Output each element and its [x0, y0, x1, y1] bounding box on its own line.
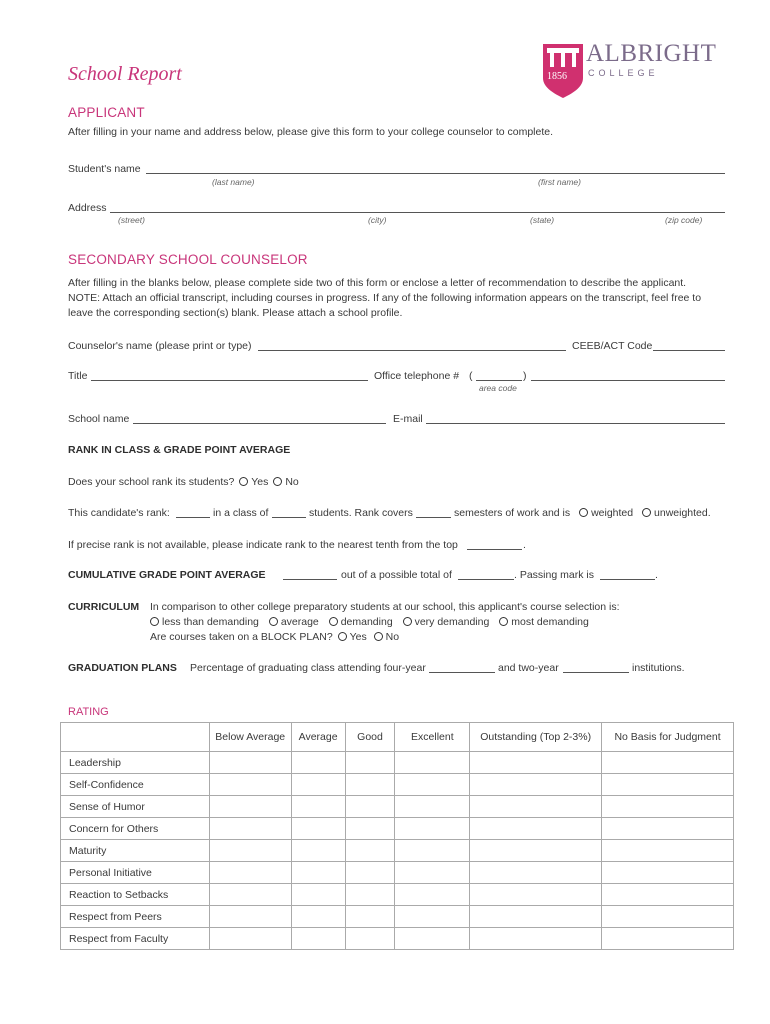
rating-row — [61, 884, 734, 906]
rating-column-header: Below Average — [209, 723, 291, 752]
rank-question-text: Does your school rank its students? — [68, 476, 235, 488]
rating-cell[interactable] — [209, 796, 291, 818]
rating-cell[interactable] — [470, 928, 602, 950]
rating-row-label: Respect from Peers — [61, 906, 210, 928]
rating-cell[interactable] — [602, 840, 734, 862]
first-name-hint: (first name) — [538, 177, 581, 187]
rating-cell[interactable] — [470, 884, 602, 906]
counselor-intro-line-2: NOTE: Attach an official transcript, including courses in progress. If any of the following information appears on the transcript, feel free to — [68, 292, 702, 304]
unweighted-label: unweighted. — [654, 507, 711, 519]
rating-cell[interactable] — [345, 906, 395, 928]
zip-hint: (zip code) — [665, 215, 703, 225]
logo-wordmark: ALBRIGHT — [586, 40, 717, 67]
precise-rank-field[interactable] — [467, 549, 522, 550]
rating-column-header: Outstanding (Top 2-3%) — [470, 723, 602, 752]
very-demanding-radio[interactable] — [403, 617, 412, 626]
rating-row — [61, 840, 734, 862]
curriculum-options — [148, 616, 589, 628]
rating-cell[interactable] — [395, 796, 470, 818]
rating-cell[interactable] — [345, 840, 395, 862]
rating-cell[interactable] — [345, 752, 395, 774]
average-radio[interactable] — [269, 617, 278, 626]
rating-cell[interactable] — [470, 906, 602, 928]
area-code-hint: area code — [479, 383, 517, 393]
rating-row — [61, 774, 734, 796]
demanding-label: demanding — [340, 616, 393, 628]
curriculum-text: In comparison to other college preparatory students at our school, this applicant's course selection is: — [150, 601, 620, 613]
rating-cell[interactable] — [602, 774, 734, 796]
average-label: average — [280, 616, 319, 628]
rank-no-radio[interactable] — [273, 477, 282, 486]
rating-column-header: Average — [291, 723, 345, 752]
passing-mark-label: . Passing mark is — [514, 569, 594, 581]
counselor-heading: SECONDARY SCHOOL COUNSELOR — [68, 252, 308, 267]
rating-cell[interactable] — [395, 862, 470, 884]
rating-cell[interactable] — [209, 862, 291, 884]
rating-cell[interactable] — [345, 928, 395, 950]
most-demanding-label: most demanding — [511, 616, 589, 628]
candidate-rank-label: This candidate's rank: — [68, 507, 170, 519]
institutions-label: institutions. — [632, 662, 685, 674]
email-label: E-mail — [393, 413, 423, 425]
rating-row-label: Self-Confidence — [61, 774, 210, 796]
four-year-field[interactable] — [429, 672, 495, 673]
students-name-field[interactable] — [146, 173, 725, 174]
counselor-name-field[interactable] — [258, 350, 566, 351]
rating-row — [61, 818, 734, 840]
weighted-label: weighted — [591, 507, 634, 519]
semesters-field[interactable] — [416, 517, 451, 518]
precise-rank-label: If precise rank is not available, please indicate rank to the nearest tenth from the top — [68, 539, 458, 551]
rating-corner-cell — [61, 723, 210, 752]
rating-cell[interactable] — [291, 752, 345, 774]
title-label: Title — [68, 370, 88, 382]
ceeb-field[interactable] — [653, 350, 725, 351]
email-field[interactable] — [426, 423, 725, 424]
unweighted-radio[interactable] — [642, 508, 651, 517]
rating-header-row — [61, 723, 734, 752]
rating-row-label: Leadership — [61, 752, 210, 774]
rating-cell[interactable] — [209, 906, 291, 928]
rating-cell[interactable] — [209, 774, 291, 796]
block-plan-no-label: No — [385, 631, 400, 643]
students-name-label: Student's name — [68, 163, 141, 175]
rating-row — [61, 796, 734, 818]
less-than-demanding-radio[interactable] — [150, 617, 159, 626]
counselor-intro — [68, 276, 728, 321]
phone-open-paren: ( — [469, 370, 473, 382]
very-demanding-label: very demanding — [414, 616, 490, 628]
rating-cell[interactable] — [470, 840, 602, 862]
rating-cell[interactable] — [470, 796, 602, 818]
rating-row — [61, 862, 734, 884]
rating-cell[interactable] — [345, 818, 395, 840]
rank-heading: RANK IN CLASS & GRADE POINT AVERAGE — [68, 444, 291, 456]
rating-cell[interactable] — [345, 774, 395, 796]
rating-cell[interactable] — [291, 840, 345, 862]
rating-row-label: Personal Initiative — [61, 862, 210, 884]
rating-cell[interactable] — [602, 818, 734, 840]
rating-heading: RATING — [68, 706, 109, 718]
rating-column-header: No Basis for Judgment — [602, 723, 734, 752]
rating-row-label: Respect from Faculty — [61, 928, 210, 950]
last-name-hint: (last name) — [212, 177, 255, 187]
city-hint: (city) — [368, 215, 387, 225]
rating-cell[interactable] — [291, 906, 345, 928]
block-plan-yes-label: Yes — [349, 631, 367, 643]
two-year-label: and two-year — [498, 662, 559, 674]
rating-cell[interactable] — [209, 752, 291, 774]
class-size-field[interactable] — [272, 517, 306, 518]
block-plan-row — [150, 631, 399, 643]
rank-covers-label: students. Rank covers — [309, 507, 413, 519]
two-year-field[interactable] — [563, 672, 629, 673]
rating-cell[interactable] — [602, 884, 734, 906]
demanding-radio[interactable] — [329, 617, 338, 626]
graduation-text: Percentage of graduating class attending four-year — [190, 662, 426, 674]
rating-column-header: Excellent — [395, 723, 470, 752]
rating-cell[interactable] — [602, 752, 734, 774]
candidate-rank-field[interactable] — [176, 517, 210, 518]
rating-cell[interactable] — [291, 862, 345, 884]
rating-table — [60, 722, 734, 950]
gpa-heading: CUMULATIVE GRADE POINT AVERAGE — [68, 569, 266, 581]
logo-year: 1856 — [547, 71, 567, 82]
rating-cell[interactable] — [602, 906, 734, 928]
office-phone-label: Office telephone # — [374, 370, 460, 382]
phone-number-field[interactable] — [531, 380, 725, 381]
rank-question — [68, 476, 299, 488]
page-title: School Report — [68, 63, 182, 85]
ceeb-label: CEEB/ACT Code — [572, 340, 653, 352]
rating-cell[interactable] — [470, 774, 602, 796]
less-than-demanding-label: less than demanding — [162, 616, 259, 628]
rating-cell[interactable] — [395, 840, 470, 862]
rating-cell[interactable] — [395, 818, 470, 840]
passing-mark-period: . — [655, 569, 658, 581]
rating-cell[interactable] — [209, 928, 291, 950]
rating-cell[interactable] — [470, 862, 602, 884]
precise-rank-period: . — [523, 539, 526, 551]
passing-mark-field[interactable] — [600, 579, 655, 580]
rank-yes-radio[interactable] — [239, 477, 248, 486]
rating-row — [61, 928, 734, 950]
rating-cell[interactable] — [395, 928, 470, 950]
rating-cell[interactable] — [602, 796, 734, 818]
rating-cell[interactable] — [470, 818, 602, 840]
rating-cell[interactable] — [470, 752, 602, 774]
rating-row-label: Sense of Humor — [61, 796, 210, 818]
block-plan-question: Are courses taken on a BLOCK PLAN? — [150, 631, 333, 643]
rating-cell[interactable] — [291, 818, 345, 840]
street-hint: (street) — [118, 215, 145, 225]
address-label: Address — [68, 202, 107, 214]
counselor-intro-line-1: After filling in the blanks below, please complete side two of this form or enclose a letter of recommendation to describe the applicant. — [68, 277, 687, 289]
most-demanding-radio[interactable] — [499, 617, 508, 626]
rating-cell[interactable] — [345, 884, 395, 906]
rating-cell[interactable] — [395, 774, 470, 796]
rating-cell[interactable] — [395, 752, 470, 774]
semesters-text: semesters of work and is — [454, 507, 571, 519]
rating-cell[interactable] — [395, 884, 470, 906]
counselor-name-label: Counselor's name (please print or type) — [68, 340, 252, 352]
rating-row — [61, 752, 734, 774]
rating-cell[interactable] — [345, 862, 395, 884]
graduation-heading: GRADUATION PLANS — [68, 662, 177, 674]
curriculum-heading: CURRICULUM — [68, 601, 140, 613]
weighted-radio[interactable] — [579, 508, 588, 517]
semesters-label — [454, 507, 711, 519]
rating-cell[interactable] — [209, 818, 291, 840]
block-plan-yes-radio[interactable] — [338, 632, 347, 641]
gpa-out-of-label: out of a possible total of — [341, 569, 452, 581]
phone-close-paren: ) — [523, 370, 527, 382]
rating-column-header: Good — [345, 723, 395, 752]
rating-cell[interactable] — [395, 906, 470, 928]
rating-cell[interactable] — [291, 928, 345, 950]
rating-cell[interactable] — [291, 774, 345, 796]
title-field[interactable] — [91, 380, 368, 381]
rating-cell[interactable] — [291, 884, 345, 906]
school-name-field[interactable] — [133, 423, 386, 424]
applicant-intro: After filling in your name and address below, please give this form to your college counselor to complete. — [68, 126, 554, 138]
address-field[interactable] — [110, 212, 725, 213]
rating-row-label: Reaction to Setbacks — [61, 884, 210, 906]
counselor-intro-line-3: leave the corresponding section(s) blank. Please attach a school profile. — [68, 307, 403, 319]
area-code-field[interactable] — [476, 380, 522, 381]
rating-row-label: Maturity — [61, 840, 210, 862]
rank-no-label: No — [285, 476, 299, 488]
rating-cell[interactable] — [602, 928, 734, 950]
rating-cell[interactable] — [602, 862, 734, 884]
rank-yes-label: Yes — [251, 476, 269, 488]
block-plan-no-radio[interactable] — [374, 632, 383, 641]
rating-cell[interactable] — [209, 840, 291, 862]
applicant-heading: APPLICANT — [68, 105, 145, 120]
school-name-label: School name — [68, 413, 130, 425]
in-class-of-label: in a class of — [213, 507, 269, 519]
rating-cell[interactable] — [209, 884, 291, 906]
state-hint: (state) — [530, 215, 555, 225]
logo-subtitle: COLLEGE — [588, 68, 659, 78]
gpa-total-field[interactable] — [458, 579, 514, 580]
rating-row-label: Concern for Others — [61, 818, 210, 840]
rating-row — [61, 906, 734, 928]
rating-cell[interactable] — [345, 796, 395, 818]
gpa-field[interactable] — [283, 579, 337, 580]
rating-cell[interactable] — [291, 796, 345, 818]
